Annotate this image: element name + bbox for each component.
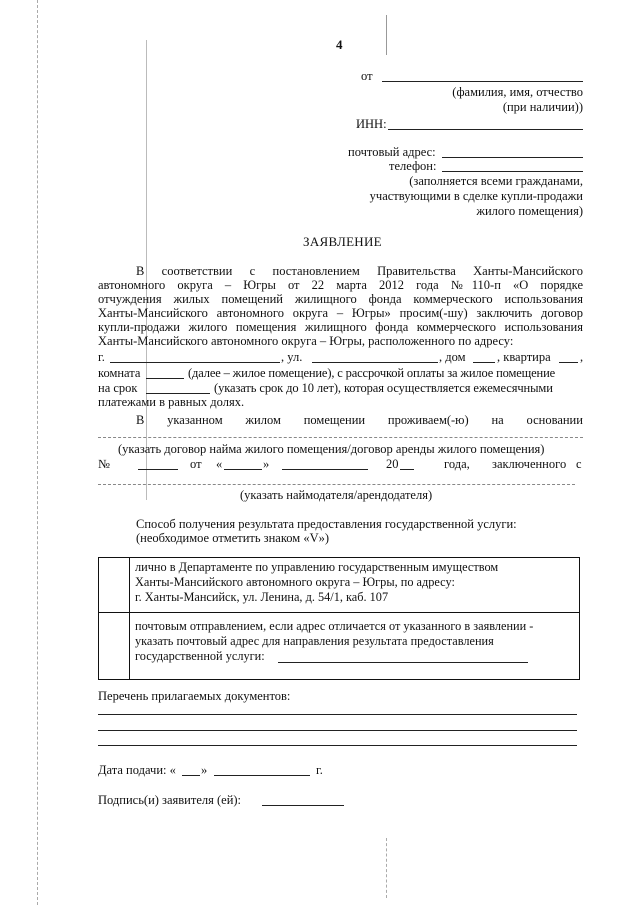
method-text: Ханты-Мансийского автономного округа – Югры, по адресу: [135,575,455,589]
street-label: , ул. [281,350,303,364]
year-prefix: 20 [386,457,399,471]
apartment-label: , квартира [497,350,551,364]
documents-label: Перечень прилагаемых документов: [98,689,291,703]
landlord-hint: (указать наймодателя/арендодателя) [240,488,433,502]
documents-field[interactable] [98,714,577,715]
method-note: (необходимое отметить знаком «V») [136,531,330,545]
term-rest: (указать срок до 10 лет), которая осуществляется ежемесячными [214,381,553,395]
paragraph-line: купли-продажи жилого помещения жилищного фонда коммерческого использования [98,320,583,334]
word: указанном [167,413,223,427]
term-label: на срок [98,381,138,395]
method-text: лично в Департаменте по управлению государственным имуществом [135,560,499,574]
day-field[interactable] [224,469,262,470]
method-checkbox[interactable] [99,558,130,613]
word: проживаем(-ю) [387,413,469,427]
date-month-field[interactable] [214,775,310,776]
documents-field[interactable] [98,745,577,746]
city-label: г. [98,350,105,364]
fill-hint: (заполняется всеми гражданами, [409,174,583,188]
document-title: ЗАЯВЛЕНИЕ [303,234,382,249]
word: помещении [303,413,366,427]
paragraph-line: Ханты-Мансийского автономного округа – Югры» просим(-шу) заключить договор [98,306,583,320]
with-label: с [576,457,582,471]
method-text-line [135,649,573,664]
word: жилом [245,413,281,427]
name-hint: (при наличии)) [502,100,583,114]
from-word: от [190,457,202,471]
month-field[interactable] [282,469,368,470]
from-label: от [361,69,373,83]
year-suffix: г. [316,763,323,777]
comma: , [580,350,584,364]
term-field[interactable] [146,393,210,394]
apartment-field[interactable] [559,362,578,363]
word: на [491,413,504,427]
fill-hint: участвующими в сделке купли-продажи [369,189,583,203]
method-title: Способ получения результата предоставления государственной услуги: [136,517,517,531]
year-label: года, [444,457,470,471]
signature-field[interactable] [262,805,344,806]
house-label: , дом [439,350,466,364]
landlord-field[interactable] [98,484,575,485]
basis-line [136,413,583,428]
phone-field[interactable] [442,171,583,172]
method-text: г. Ханты-Мансийск, ул. Ленина, д. 54/1, каб. 107 [135,590,389,604]
method-row [99,558,580,613]
room-label: комната [98,366,141,380]
signature-label: Подпись(и) заявителя (ей): [98,793,242,807]
date-label: Дата подачи: « [98,763,176,777]
date-close: » [201,763,208,777]
inn-field[interactable] [388,129,583,130]
address-label: почтовый адрес: [348,145,436,159]
contract-field[interactable] [98,437,583,438]
method-text: указать почтовый адрес для направления результата предоставления [135,634,494,648]
scan-artifact-line [386,15,387,55]
scan-artifact-line [386,838,387,898]
paragraph-line: В соответствии с постановлением Правительства Ханты-Мансийского [136,264,583,278]
method-text: государственной услуги: [135,649,265,663]
method-row [99,613,580,680]
page-number: 4 [336,37,343,52]
method-text: почтовым отправлением, если адрес отличается от указанного в заявлении - [135,619,534,633]
room-field[interactable] [146,378,184,379]
inn-label: ИНН: [356,117,387,131]
address-field[interactable] [442,157,583,158]
method-option-personal [130,558,580,613]
quote-open: « [216,457,223,471]
street-field[interactable] [312,362,438,363]
mail-address-field[interactable] [278,662,528,663]
contract-number-line [98,457,583,473]
quote-close: » [263,457,270,471]
house-field[interactable] [473,362,495,363]
scan-artifact-line [37,0,38,905]
method-checkbox[interactable] [99,613,130,680]
number-field[interactable] [138,469,178,470]
year-field[interactable] [400,469,414,470]
number-label: № [98,457,110,471]
method-table [98,557,580,680]
paragraph-line: Ханты-Мансийского автономного округа – Югры, расположенного по адресу: [98,334,514,348]
name-hint: (фамилия, имя, отчество [452,85,583,99]
from-field[interactable] [382,81,583,82]
contract-hint: (указать договор найма жилого помещения/договор аренды жилого помещения) [118,442,545,456]
word: В [136,413,145,427]
room-rest: (далее – жилое помещение), с рассрочкой оплаты за жилое помещение [188,366,556,380]
paragraph-line: отчуждения жилых помещений жилищного фонда коммерческого использования [98,292,583,306]
payments-line: платежами в равных долях. [98,395,245,409]
city-field[interactable] [110,362,280,363]
documents-field[interactable] [98,730,577,731]
word: основании [526,413,583,427]
phone-label: телефон: [389,159,437,173]
paragraph-line: автономного округа – Югры от 22 марта 2012 года №110-п «О порядке [98,278,583,292]
date-day-field[interactable] [182,775,200,776]
method-option-mail [130,613,580,680]
concluded-label: заключенного [492,457,567,471]
fill-hint: жилого помещения) [476,204,583,218]
